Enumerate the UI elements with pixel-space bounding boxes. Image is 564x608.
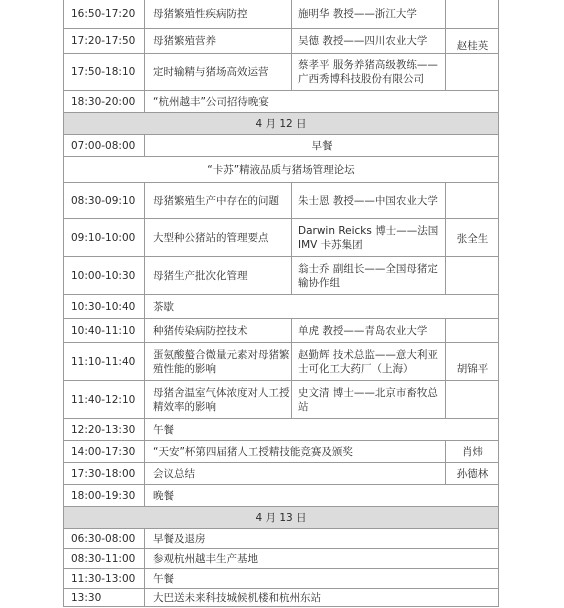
topic-cell: 母猪舍温室气体浓度对人工授精效率的影响 bbox=[153, 386, 290, 413]
time-cell: 17:30-18:00 bbox=[63, 463, 145, 484]
topic-cell: 母猪繁殖营养 bbox=[153, 35, 216, 47]
time-cell: 10:40-11:10 bbox=[63, 319, 145, 342]
section-row bbox=[63, 156, 499, 182]
topic-cell: 参观杭州越丰生产基地 bbox=[153, 552, 258, 565]
table-row bbox=[63, 342, 499, 380]
table-row bbox=[63, 134, 499, 156]
date-label: 4 月 12 日 bbox=[255, 117, 307, 130]
topic-cell: 大型种公猪站的管理要点 bbox=[153, 231, 269, 244]
speaker-cell: Darwin Reicks 博士——法国 IMV 卡苏集团 bbox=[291, 219, 445, 256]
topic-cell: 午餐 bbox=[153, 423, 174, 436]
table-row bbox=[63, 256, 499, 294]
topic-cell: 母猪繁殖生产中存在的问题 bbox=[153, 194, 279, 207]
table-row bbox=[63, 548, 499, 568]
topic-cell: 定时输精与猪场高效运营 bbox=[153, 66, 269, 78]
date-row bbox=[63, 506, 499, 528]
table-row bbox=[63, 218, 499, 256]
time-cell: 18:30-20:00 bbox=[63, 91, 145, 112]
section-title: “卡苏”精液品质与猪场管理论坛 bbox=[207, 163, 355, 176]
time-cell: 08:30-09:10 bbox=[63, 183, 145, 218]
time-cell: 16:50-17:20 bbox=[63, 0, 145, 28]
table-row bbox=[63, 294, 499, 318]
table-row bbox=[63, 182, 499, 218]
table-row bbox=[63, 90, 499, 112]
host-cell: 张全生 bbox=[445, 182, 499, 294]
speaker-cell: 翁士乔 副组长——全国母猪定输协作组 bbox=[291, 257, 445, 294]
time-cell: 14:00-17:30 bbox=[63, 441, 145, 462]
time-cell: 13:30 bbox=[63, 589, 145, 606]
speaker-cell: 施明华 教授——浙江大学 bbox=[291, 0, 445, 28]
time-cell: 17:50-18:10 bbox=[63, 54, 145, 90]
speaker-cell: 单虎 教授——青岛农业大学 bbox=[291, 319, 445, 342]
table-row bbox=[63, 53, 499, 90]
topic-cell: 母猪繁殖性疾病防控 bbox=[153, 8, 248, 20]
host-cell: 赵桂英 bbox=[445, 0, 499, 90]
table-row bbox=[63, 380, 499, 418]
table-row bbox=[63, 440, 499, 462]
host-cell: 肖炜 bbox=[445, 440, 499, 462]
time-cell: 06:30-08:00 bbox=[63, 529, 145, 548]
speaker-cell: 朱士恩 教授——中国农业大学 bbox=[291, 183, 445, 218]
date-label: 4 月 13 日 bbox=[255, 511, 307, 524]
table-row bbox=[63, 588, 499, 607]
time-cell: 07:00-08:00 bbox=[63, 135, 145, 156]
topic-cell: 种猪传染病防控技术 bbox=[153, 324, 248, 337]
time-cell: 10:00-10:30 bbox=[63, 257, 145, 294]
host-cell: 胡锦平 bbox=[445, 318, 499, 418]
topic-cell: 晚餐 bbox=[153, 489, 174, 502]
topic-cell: 母猪生产批次化管理 bbox=[153, 269, 248, 282]
time-cell: 18:00-19:30 bbox=[63, 485, 145, 506]
table-row bbox=[63, 28, 499, 53]
topic-cell: 早餐及退房 bbox=[153, 532, 206, 545]
topic-cell: 午餐 bbox=[153, 572, 174, 585]
time-cell: 11:10-11:40 bbox=[63, 343, 145, 380]
speaker-cell: 蔡孝平 服务养猪高级教练——广西秀博科技股份有限公司 bbox=[291, 54, 445, 90]
topic-cell: “杭州越丰”公司招待晚宴 bbox=[153, 95, 269, 108]
time-cell: 11:30-13:00 bbox=[63, 569, 145, 588]
table-row bbox=[63, 484, 499, 506]
time-cell: 17:20-17:50 bbox=[63, 29, 145, 53]
table-row bbox=[63, 0, 499, 28]
time-cell: 08:30-11:00 bbox=[63, 549, 145, 568]
time-cell: 10:30-10:40 bbox=[63, 295, 145, 318]
table-row bbox=[63, 528, 499, 548]
speaker-cell: 赵勤辉 技术总监——意大利亚士可化工大药厂（上海） bbox=[291, 343, 445, 380]
table-row bbox=[63, 418, 499, 440]
table-row bbox=[63, 568, 499, 588]
topic-cell: 大巴送未来科技城候机楼和杭州东站 bbox=[153, 591, 321, 604]
schedule-table bbox=[63, 0, 499, 607]
topic-cell: 会议总结 bbox=[153, 467, 195, 480]
table-row bbox=[63, 462, 499, 484]
topic-cell: “天安”杯第四届猪人工授精技能竞赛及颁奖 bbox=[153, 445, 353, 458]
speaker-cell: 吴德 教授——四川农业大学 bbox=[291, 29, 445, 53]
speaker-cell: 史文清 博士——北京市畜牧总站 bbox=[291, 381, 445, 418]
time-cell: 09:10-10:00 bbox=[63, 219, 145, 256]
host-cell: 孙德林 bbox=[445, 462, 499, 484]
time-cell: 11:40-12:10 bbox=[63, 381, 145, 418]
topic-cell: 蛋氨酸螯合微量元素对母猪繁殖性能的影响 bbox=[153, 348, 290, 375]
topic-cell: 早餐 bbox=[311, 139, 333, 152]
topic-cell: 茶歇 bbox=[153, 300, 174, 313]
date-row bbox=[63, 112, 499, 134]
table-row bbox=[63, 318, 499, 342]
time-cell: 12:20-13:30 bbox=[63, 419, 145, 440]
